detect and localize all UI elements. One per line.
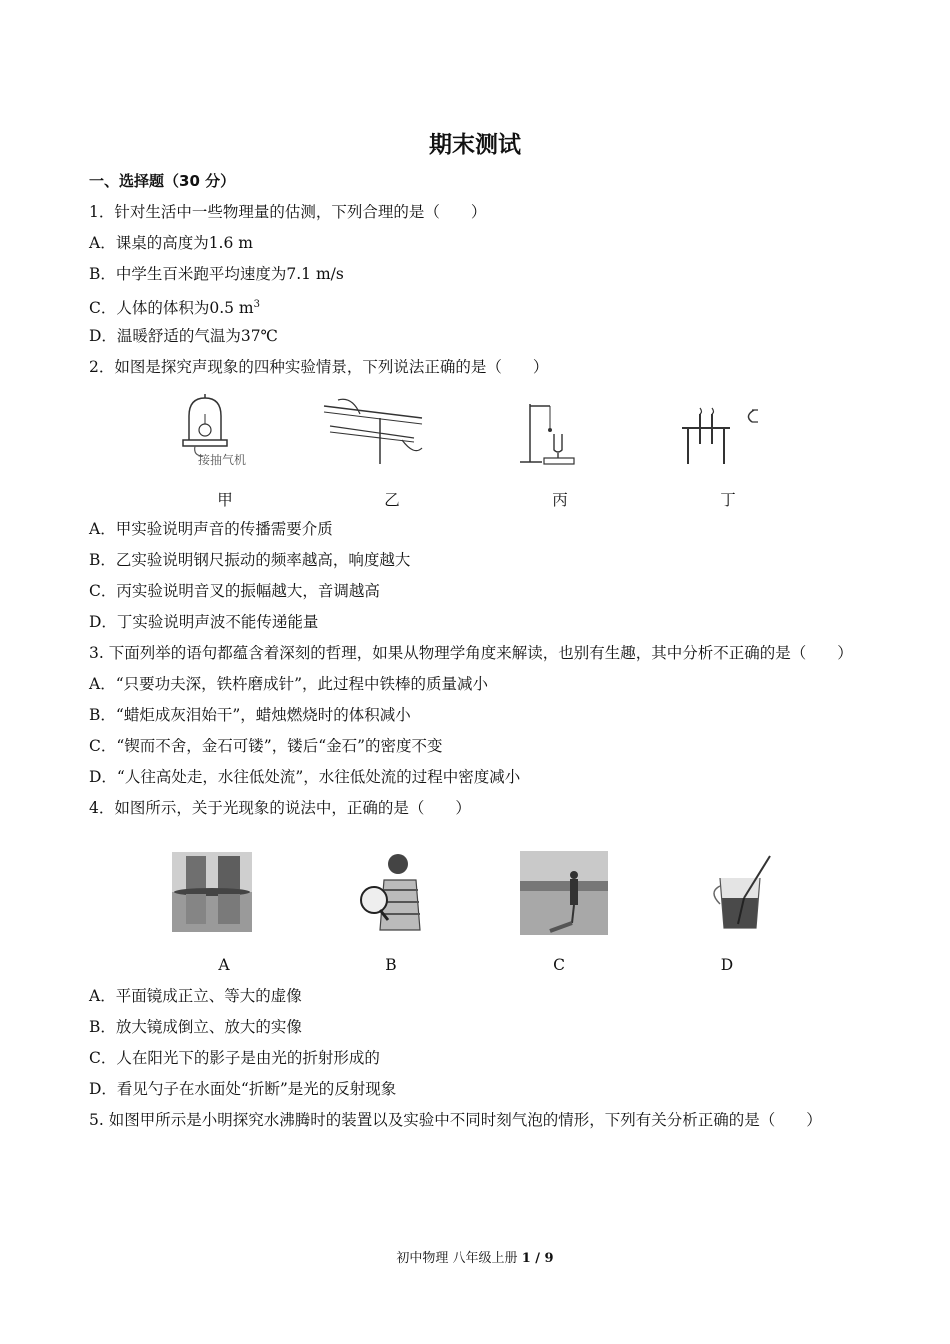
pump-note: 接抽气机 [198,453,247,467]
figure-label-bing: 丙 [552,491,568,509]
figure-label-ding: 丁 [720,491,736,509]
unit-superscript: 3 [253,299,261,310]
question-1-option-d: D．温暖舒适的气温为37℃ [89,327,278,345]
question-4-stem: 4．如图所示，关于光现象的说法中，正确的是（ ） [89,799,471,817]
question-5-stem: 5. 如图甲所示是小明探究水沸腾时的装置以及实验中不同时刻气泡的情形，下列有关分析正确的是（ ） [89,1111,822,1129]
magnifier-photo [354,850,436,932]
question-4-option-a: A．平面镜成正立、等大的虚像 [89,987,302,1005]
question-3-option-a: A．“只要功夫深，铁杵磨成针”，此过程中铁棒的质量减小 [89,675,489,693]
section-heading: 一、选择题（30 分） [89,172,236,190]
option-text: C．人体的体积为0.5 m [89,299,254,318]
question-2-option-a: A．甲实验说明声音的传播需要介质 [89,520,333,538]
question-1-option-b: B．中学生百米跑平均速度为7.1 m/s [89,265,344,283]
question-4-option-c: C．人在阳光下的影子是由光的折射形成的 [89,1049,380,1067]
candle-sound-figure [678,404,778,466]
figure-label-b: B [385,956,397,974]
figure-label-c: C [553,956,565,974]
figure-label-a: A [218,956,230,974]
question-1-option-c [89,295,260,318]
question-3-option-b: B．“蜡炬成灰泪始干”，蜡烛燃烧时的体积减小 [89,706,411,724]
page-footer [0,1247,950,1266]
shadow-photo [520,851,608,935]
footer-text: 初中物理 八年级上册 [396,1251,522,1266]
question-2-stem: 2．如图是探究声现象的四种实验情景，下列说法正确的是（ ） [89,358,549,376]
mirror-reflection-photo [172,852,252,932]
spoon-in-water-photo [704,852,776,932]
question-3-option-d: D．“人往高处走，水往低处流”，水往低处流的过程中密度减小 [89,768,521,786]
page-number: 1 / 9 [521,1251,554,1266]
tuning-fork-figure [516,398,580,468]
page-title: 期末测试 [429,132,521,158]
question-4-option-d: D．看见勺子在水面处“折断”是光的反射现象 [89,1080,397,1098]
ruler-table-figure [318,396,428,466]
question-2-option-b: B．乙实验说明钢尺振动的频率越高，响度越大 [89,551,411,569]
question-2-option-c: C．丙实验说明音叉的振幅越大，音调越高 [89,582,380,600]
question-1-option-a: A．课桌的高度为1.6 m [89,234,253,252]
question-3-stem: 3. 下面列举的语句都蕴含着深刻的哲理，如果从物理学角度来解读，也别有生趣，其中分析不正确的是（ ） [89,644,853,662]
question-4-option-b: B．放大镜成倒立、放大的实像 [89,1018,302,1036]
figure-label-yi: 乙 [384,491,400,509]
question-1-stem: 1．针对生活中一些物理量的估测，下列合理的是（ ） [89,203,487,221]
question-2-option-d: D．丁实验说明声波不能传递能量 [89,613,319,631]
figure-label-d: D [720,956,734,974]
question-3-option-c: C．“锲而不舍，金石可镂”，镂后“金石”的密度不变 [89,737,443,755]
figure-label-jia: 甲 [217,491,233,509]
